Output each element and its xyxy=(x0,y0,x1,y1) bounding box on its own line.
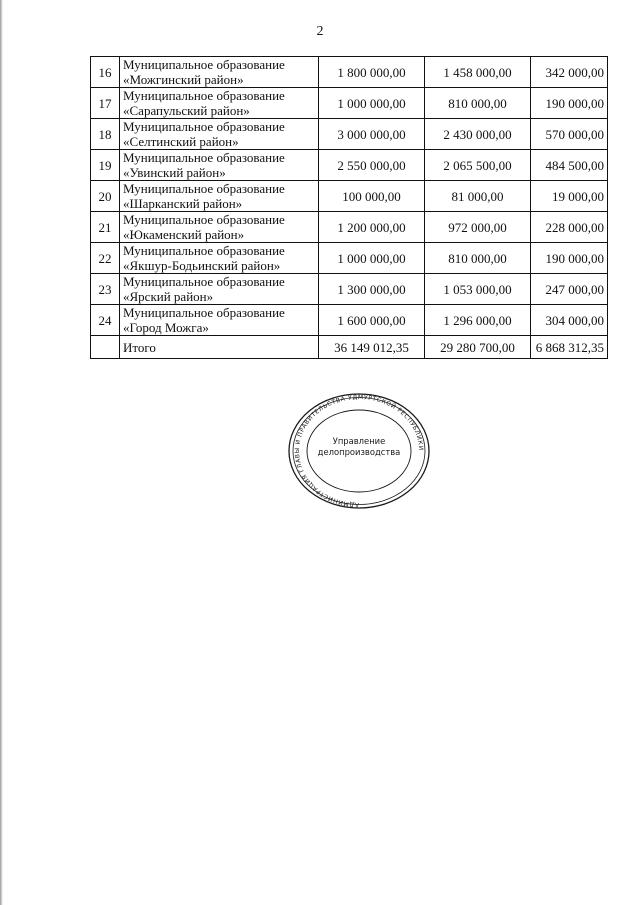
total-label: Итого xyxy=(120,336,319,359)
table-row xyxy=(91,88,608,119)
amount-part-1: 2 065 500,00 xyxy=(425,150,531,181)
row-number: 19 xyxy=(91,150,120,181)
row-number: 23 xyxy=(91,274,120,305)
total-part-1: 29 280 700,00 xyxy=(425,336,531,359)
municipality-name xyxy=(120,88,319,119)
page-number: 2 xyxy=(316,24,324,39)
municipality-type: Муниципальное образование xyxy=(123,181,285,196)
amount-total: 2 550 000,00 xyxy=(319,150,425,181)
municipality-title: «Город Можга» xyxy=(123,320,209,335)
total-row-number xyxy=(91,336,120,359)
amount-part-2: 304 000,00 xyxy=(531,305,608,336)
amount-total: 1 300 000,00 xyxy=(319,274,425,305)
amount-total: 1 600 000,00 xyxy=(319,305,425,336)
amount-part-1: 1 296 000,00 xyxy=(425,305,531,336)
municipality-name xyxy=(120,119,319,150)
amount-part-2: 247 000,00 xyxy=(531,274,608,305)
municipality-title: «Ярский район» xyxy=(123,289,214,304)
stamp-ring-text: АДМИНИСТРАЦИЯ ГЛАВЫ И ПРАВИТЕЛЬСТВА УДМУРТСКОЙ РЕСПУБЛИКИ xyxy=(294,393,425,509)
table-row xyxy=(91,212,608,243)
municipality-title: «Якшур-Бодьинский район» xyxy=(123,258,281,273)
table-row xyxy=(91,57,608,88)
scan-edge xyxy=(0,0,3,905)
municipality-name xyxy=(120,212,319,243)
amount-total: 3 000 000,00 xyxy=(319,119,425,150)
municipality-type: Муниципальное образование xyxy=(123,212,285,227)
amount-part-1: 810 000,00 xyxy=(425,88,531,119)
amount-total: 1 200 000,00 xyxy=(319,212,425,243)
row-number: 24 xyxy=(91,305,120,336)
stamp-line-1: Управление xyxy=(332,436,386,446)
municipality-title: «Можгинский район» xyxy=(123,72,244,87)
municipality-name xyxy=(120,181,319,212)
table-row xyxy=(91,181,608,212)
municipality-type: Муниципальное образование xyxy=(123,274,285,289)
amount-part-2: 190 000,00 xyxy=(531,243,608,274)
row-number: 20 xyxy=(91,181,120,212)
municipality-type: Муниципальное образование xyxy=(123,150,285,165)
municipality-type: Муниципальное образование xyxy=(123,88,285,103)
amount-part-2: 570 000,00 xyxy=(531,119,608,150)
municipality-name xyxy=(120,243,319,274)
municipality-name xyxy=(120,57,319,88)
table-row xyxy=(91,305,608,336)
amount-part-1: 972 000,00 xyxy=(425,212,531,243)
amount-part-2: 228 000,00 xyxy=(531,212,608,243)
amount-part-2: 190 000,00 xyxy=(531,88,608,119)
official-stamp xyxy=(286,392,432,510)
amount-part-2: 484 500,00 xyxy=(531,150,608,181)
row-number: 18 xyxy=(91,119,120,150)
amount-total: 1 000 000,00 xyxy=(319,88,425,119)
table-row xyxy=(91,243,608,274)
allocation-table xyxy=(90,56,608,359)
amount-total: 1 000 000,00 xyxy=(319,243,425,274)
amount-part-1: 1 053 000,00 xyxy=(425,274,531,305)
municipality-title: «Сарапульский район» xyxy=(123,103,250,118)
row-number: 16 xyxy=(91,57,120,88)
total-part-2: 6 868 312,35 xyxy=(531,336,608,359)
municipality-title: «Селтинский район» xyxy=(123,134,239,149)
table-row xyxy=(91,119,608,150)
table-row xyxy=(91,150,608,181)
amount-total: 100 000,00 xyxy=(319,181,425,212)
amount-part-1: 810 000,00 xyxy=(425,243,531,274)
amount-part-1: 1 458 000,00 xyxy=(425,57,531,88)
municipality-name xyxy=(120,305,319,336)
total-row xyxy=(91,336,608,359)
municipality-title: «Увинский район» xyxy=(123,165,226,180)
municipality-type: Муниципальное образование xyxy=(123,119,285,134)
amount-part-2: 342 000,00 xyxy=(531,57,608,88)
municipality-title: «Юкаменский район» xyxy=(123,227,245,242)
amount-total: 1 800 000,00 xyxy=(319,57,425,88)
stamp-line-2: делопроизводства xyxy=(317,447,401,457)
municipality-type: Муниципальное образование xyxy=(123,57,285,72)
municipality-title: «Шарканский район» xyxy=(123,196,243,211)
municipality-type: Муниципальное образование xyxy=(123,305,285,320)
municipality-name xyxy=(120,274,319,305)
municipality-name xyxy=(120,150,319,181)
row-number: 22 xyxy=(91,243,120,274)
table-row xyxy=(91,274,608,305)
amount-part-1: 81 000,00 xyxy=(425,181,531,212)
amount-part-2: 19 000,00 xyxy=(531,181,608,212)
total-amount: 36 149 012,35 xyxy=(319,336,425,359)
municipality-type: Муниципальное образование xyxy=(123,243,285,258)
row-number: 17 xyxy=(91,88,120,119)
amount-part-1: 2 430 000,00 xyxy=(425,119,531,150)
row-number: 21 xyxy=(91,212,120,243)
